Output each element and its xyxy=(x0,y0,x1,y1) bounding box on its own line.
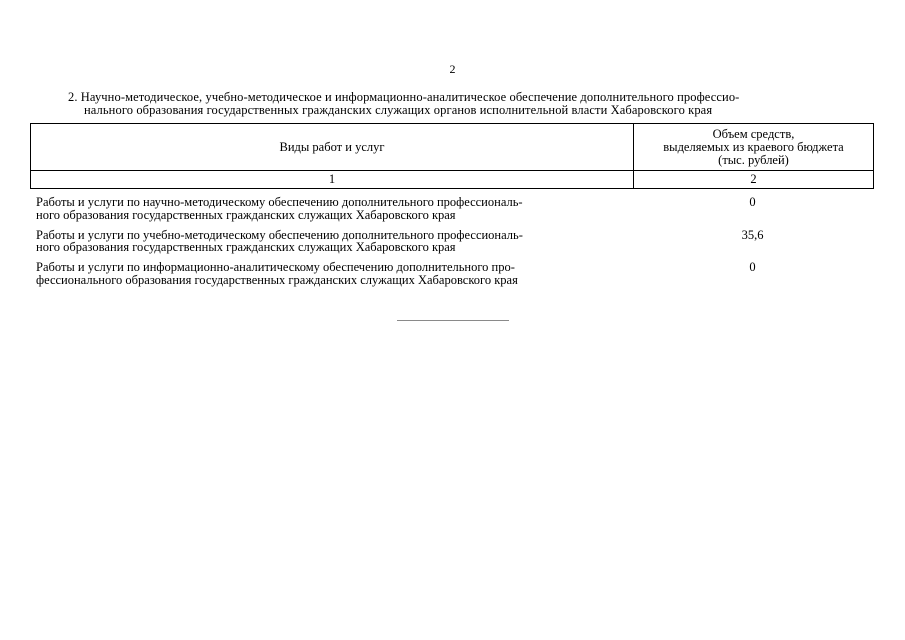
header-cell-work-types: Виды работ и услуг xyxy=(31,124,634,171)
row-description xyxy=(36,229,632,254)
row-description-line-1: Работы и услуги по научно-методическому обеспечению дополнительного профессиональ- xyxy=(36,195,523,209)
row-description-line-2: ного образования государственных гражданских служащих Хабаровского края xyxy=(36,207,456,222)
row-description-line-1: Работы и услуги по информационно-аналитическому обеспечению дополнительного про- xyxy=(36,260,515,274)
table-row xyxy=(36,261,873,294)
header-budget-line-3: (тыс. рублей) xyxy=(718,152,789,167)
row-description-line-1: Работы и услуги по учебно-методическому обеспечению дополнительного профессиональ- xyxy=(36,227,523,242)
column-number-row xyxy=(31,171,874,189)
section-heading xyxy=(68,91,873,117)
header-cell-budget-volume xyxy=(634,124,874,171)
row-description-line-2: фессионального образования государственных гражданских служащих Хабаровского края xyxy=(36,272,518,287)
row-description-line-2: ного образования государственных гражданских служащих Хабаровского края xyxy=(36,240,456,254)
end-divider xyxy=(397,320,509,321)
section-heading-line-1: 2. Научно-методическое, учебно-методическое и информационно-аналитическое обеспечение дополнительного профессио- xyxy=(68,90,740,104)
header-budget-line-1: Объем средств, xyxy=(712,126,795,141)
table-row xyxy=(36,229,873,262)
table-body xyxy=(36,196,873,294)
table-row xyxy=(36,196,873,229)
table-header-row xyxy=(31,124,874,171)
page-number: 2 xyxy=(449,62,456,76)
row-description xyxy=(36,196,632,221)
column-number-1: 1 xyxy=(31,171,634,189)
row-value: 0 xyxy=(749,195,756,209)
row-value: 35,6 xyxy=(741,227,764,242)
header-budget-line-2: выделяемых из краевого бюджета xyxy=(663,139,844,154)
table-header xyxy=(30,123,874,189)
row-value: 0 xyxy=(749,260,756,274)
section-heading-line-2: нального образования государственных гражданских служащих органов исполнительной власти Хабаровского края xyxy=(84,103,713,117)
row-description xyxy=(36,261,632,286)
column-number-2: 2 xyxy=(634,171,874,189)
